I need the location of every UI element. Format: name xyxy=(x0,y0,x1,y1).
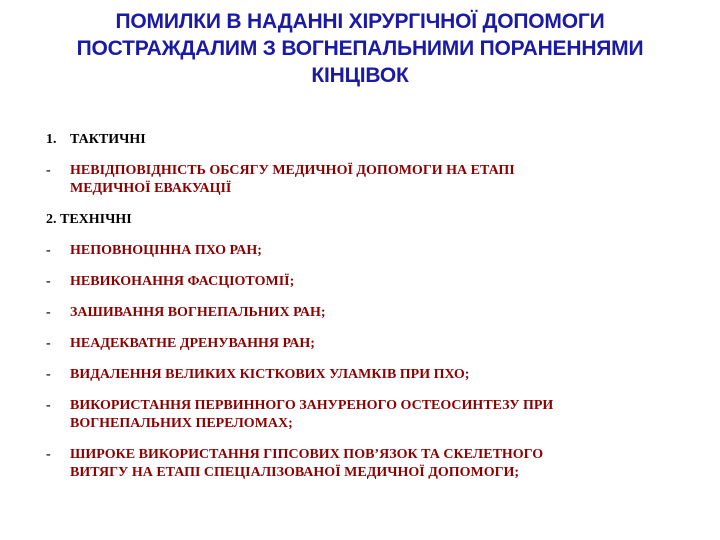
list-item-line: ВИТЯГУ НА ЕТАПІ СПЕЦІАЛІЗОВАНОЇ МЕДИЧНОЇ ДОПОМОГИ; xyxy=(70,465,520,480)
list-item-line: НЕВИКОНАННЯ ФАСЦІОТОМІЇ; xyxy=(70,274,295,289)
section-heading-text: 2. ТЕХНІЧНІ xyxy=(46,212,132,227)
list-item-line: ВОГНЕПАЛЬНИХ ПЕРЕЛОМАХ; xyxy=(70,416,293,431)
dash-marker: - xyxy=(46,336,51,351)
list-item xyxy=(46,366,706,384)
list-item xyxy=(46,446,706,482)
section-number: 1. xyxy=(46,132,57,147)
dash-marker: - xyxy=(46,274,51,289)
section-heading-technical xyxy=(46,211,706,229)
slide-title xyxy=(10,8,710,89)
list-item xyxy=(46,397,706,433)
dash-marker: - xyxy=(46,367,51,382)
list-item-line: НЕВІДПОВІДНІСТЬ ОБСЯГУ МЕДИЧНОЇ ДОПОМОГИ НА ЕТАПІ xyxy=(70,163,515,178)
slide-content xyxy=(46,131,706,495)
title-line: ПОМИЛКИ В НАДАННІ ХІРУРГІЧНОЇ ДОПОМОГИ xyxy=(115,10,605,33)
list-item xyxy=(46,304,706,322)
dash-marker: - xyxy=(46,447,51,462)
list-item-line: ЗАШИВАННЯ ВОГНЕПАЛЬНИХ РАН; xyxy=(70,305,326,320)
title-line: КІНЦІВОК xyxy=(311,64,409,87)
list-item xyxy=(46,162,706,198)
list-item-line: НЕПОВНОЦІННА ПХО РАН; xyxy=(70,243,262,258)
dash-marker: - xyxy=(46,163,51,178)
dash-marker: - xyxy=(46,398,51,413)
dash-marker: - xyxy=(46,243,51,258)
list-item-line: ШИРОКЕ ВИКОРИСТАННЯ ГІПСОВИХ ПОВ’ЯЗОК ТА СКЕЛЕТНОГО xyxy=(70,447,544,462)
list-item xyxy=(46,335,706,353)
section-heading-text: ТАКТИЧНІ xyxy=(70,132,146,147)
list-item-line: НЕАДЕКВАТНЕ ДРЕНУВАННЯ РАН; xyxy=(70,336,315,351)
section-heading-tactical xyxy=(46,131,706,149)
list-item-line: МЕДИЧНОЇ ЕВАКУАЦІЇ xyxy=(70,181,232,196)
title-line: ПОСТРАЖДАЛИМ З ВОГНЕПАЛЬНИМИ ПОРАНЕННЯМИ xyxy=(76,37,644,60)
dash-marker: - xyxy=(46,305,51,320)
list-item xyxy=(46,273,706,291)
list-item xyxy=(46,242,706,260)
list-item-line: ВИДАЛЕННЯ ВЕЛИКИХ КІСТКОВИХ УЛАМКІВ ПРИ ПХО; xyxy=(70,367,470,382)
list-item-line: ВИКОРИСТАННЯ ПЕРВИННОГО ЗАНУРЕНОГО ОСТЕОСИНТЕЗУ ПРИ xyxy=(70,398,554,413)
